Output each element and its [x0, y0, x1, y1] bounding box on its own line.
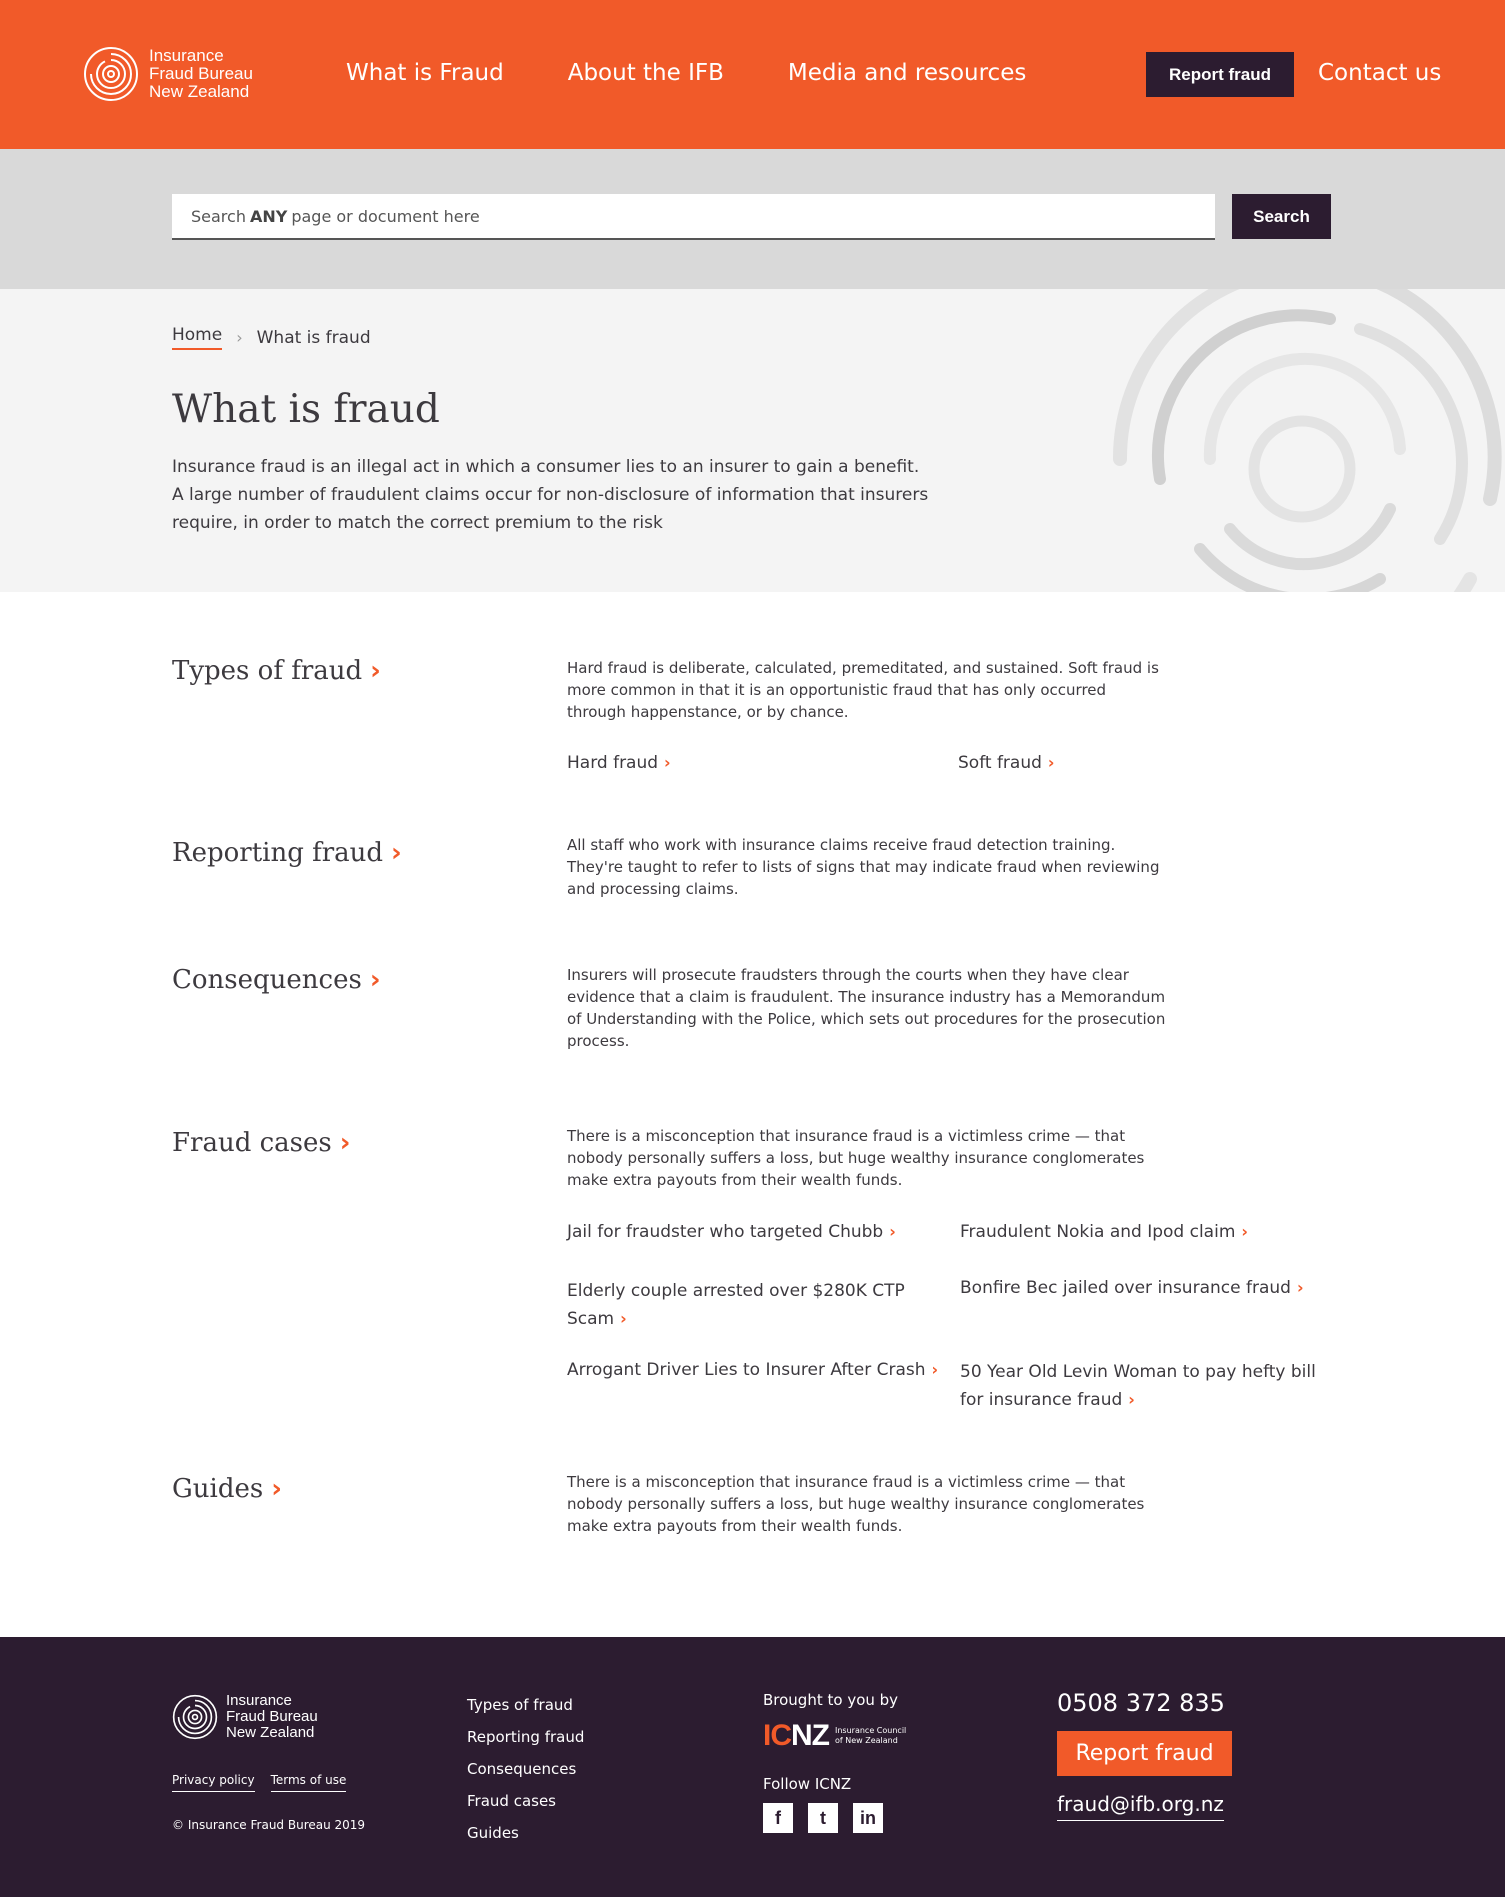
section-title-text: Consequences [172, 965, 362, 995]
section-title-text: Guides [172, 1474, 264, 1504]
brought-by-label: Brought to you by [763, 1691, 899, 1709]
link-text: Arrogant Driver Lies to Insurer After Crash [567, 1360, 926, 1380]
chevron-right-icon: › [236, 328, 243, 347]
search-button[interactable]: Search [1232, 194, 1331, 239]
nav-media-resources[interactable]: Media and resources [787, 60, 1027, 86]
section-title-types[interactable] [172, 656, 381, 686]
footer-links [467, 1689, 584, 1849]
breadcrumb [172, 325, 371, 350]
section-desc: There is a misconception that insurance fraud is a victimless crime — that nobody personally suffers a loss, but huge wealthy insurance conglomerates make extra payouts from their wealth funds. [567, 1127, 1145, 1189]
email-link[interactable]: fraud@ifb.org.nz [1057, 1792, 1224, 1821]
logo-line: Fraud Bureau [226, 1708, 318, 1725]
chevron-right-icon: › [1128, 1390, 1135, 1409]
section-title-cases[interactable] [172, 1128, 350, 1158]
footer-link-reporting[interactable]: Reporting fraud [467, 1728, 585, 1746]
link-text: 50 Year Old Levin Woman to pay hefty bill for insurance fraud [960, 1362, 1316, 1410]
link-hard-fraud[interactable] [567, 749, 671, 777]
section-fraud-cases [172, 1128, 1332, 1418]
facebook-icon[interactable]: f [763, 1803, 793, 1833]
chevron-right-icon: › [620, 1309, 627, 1328]
breadcrumb-home[interactable]: Home [172, 325, 222, 350]
contact-us-link[interactable]: Contact us [1318, 60, 1442, 86]
section-title-reporting[interactable] [172, 838, 402, 868]
chevron-right-icon: › [339, 1128, 351, 1158]
icnz-sub-line: of New Zealand [835, 1736, 898, 1745]
footer-report-fraud-button[interactable]: Report fraud [1057, 1731, 1232, 1776]
page-intro: Insurance fraud is an illegal act in which a consumer lies to an insurer to gain a benefit. A large number of fraudulent claims occur for non-disclosure of information that insurers require, in order to match the correct premium to the risk [172, 457, 929, 533]
nav-what-is-fraud[interactable]: What is Fraud [346, 60, 504, 86]
chevron-right-icon: › [370, 656, 381, 686]
link-fraud-case[interactable] [960, 1274, 1340, 1302]
logo-line: Fraud Bureau [149, 64, 253, 83]
chevron-right-icon: › [271, 1474, 282, 1504]
section-desc: Insurers will prosecute fraudsters through the courts when they have clear evidence that a claim is fraudulent. The insurance industry has a Memorandum of Understanding with the Police, which sets out procedures for the prosecution process. [567, 966, 1166, 1050]
link-soft-fraud[interactable] [958, 749, 1055, 777]
privacy-policy-link[interactable]: Privacy policy [172, 1773, 255, 1792]
site-header [0, 0, 1505, 149]
link-fraud-case[interactable] [960, 1218, 1340, 1246]
search-placeholder-pre: Search [191, 206, 246, 226]
icnz-subtitle [835, 1726, 906, 1746]
section-title-text: Reporting fraud [172, 838, 384, 868]
icnz-wordmark [763, 1719, 829, 1753]
link-fraud-case[interactable] [567, 1277, 917, 1333]
icnz-ic: IC [763, 1719, 791, 1752]
chevron-right-icon: › [1296, 1278, 1304, 1297]
section-consequences [172, 965, 1332, 1065]
footer-link-guides[interactable]: Guides [467, 1824, 519, 1842]
copyright: © Insurance Fraud Bureau 2019 [172, 1818, 366, 1832]
social-links [763, 1803, 898, 1833]
link-fraud-case[interactable] [960, 1358, 1340, 1414]
twitter-icon[interactable]: t [808, 1803, 838, 1833]
section-desc: There is a misconception that insurance fraud is a victimless crime — that nobody personally suffers a loss, but huge wealthy insurance conglomerates make extra payouts from their wealth funds. [567, 1473, 1145, 1535]
main-nav [346, 58, 1090, 88]
chevron-right-icon: › [889, 1222, 896, 1241]
search-input[interactable] [172, 194, 1215, 240]
site-logo[interactable] [83, 44, 253, 104]
icnz-sub-line: Insurance Council [835, 1726, 907, 1735]
section-title-guides[interactable] [172, 1474, 282, 1504]
icnz-nz: NZ [791, 1719, 829, 1752]
logo-text [226, 1693, 318, 1741]
fingerprint-logo-icon [83, 46, 139, 102]
link-text: Elderly couple arrested over $280K CTP Scam [567, 1281, 905, 1329]
section-desc: Hard fraud is deliberate, calculated, premeditated, and sustained. Soft fraud is more common in that it is an opportunistic fraud that has only occurred through happenstance, or by chance. [567, 659, 1159, 721]
site-footer [0, 1637, 1505, 1897]
chevron-right-icon: › [391, 838, 402, 868]
phone-number[interactable]: 0508 372 835 [1057, 1689, 1225, 1717]
fingerprint-decoration-icon [1100, 289, 1505, 592]
breadcrumb-current: What is fraud [256, 327, 371, 348]
footer-link-types[interactable]: Types of fraud [467, 1696, 573, 1714]
search-placeholder-bold: ANY [249, 206, 288, 226]
hero-section [0, 289, 1505, 592]
terms-of-use-link[interactable]: Terms of use [271, 1773, 347, 1792]
logo-line: Insurance [149, 46, 224, 65]
link-text: Soft fraud [958, 753, 1042, 773]
footer-link-cases[interactable]: Fraud cases [467, 1792, 556, 1810]
link-text: Bonfire Bec jailed over insurance fraud [960, 1278, 1291, 1298]
section-guides [172, 1474, 1332, 1554]
chevron-right-icon: › [931, 1360, 939, 1379]
section-title-text: Types of fraud [172, 656, 363, 686]
section-types-of-fraud [172, 656, 1332, 786]
logo-line: Insurance [226, 1692, 292, 1709]
footer-legal [172, 1773, 362, 1792]
nav-about-ifb[interactable]: About the IFB [567, 60, 724, 86]
search-placeholder-post: page or document here [291, 206, 480, 226]
chevron-right-icon: › [1241, 1222, 1248, 1241]
section-reporting-fraud [172, 838, 1332, 918]
report-fraud-button[interactable]: Report fraud [1146, 52, 1294, 97]
chevron-right-icon: › [369, 965, 381, 995]
chevron-right-icon: › [664, 753, 671, 772]
section-desc: All staff who work with insurance claims receive fraud detection training. They're taught to refer to lists of signs that may indicate fraud when reviewing and processing claims. [567, 836, 1160, 898]
logo-line: New Zealand [226, 1724, 315, 1741]
link-fraud-case[interactable] [567, 1356, 947, 1384]
page-title: What is fraud [172, 387, 440, 432]
section-title-text: Fraud cases [172, 1128, 332, 1158]
link-text: Hard fraud [567, 753, 659, 773]
linkedin-icon[interactable]: in [853, 1803, 883, 1833]
icnz-logo[interactable] [763, 1719, 906, 1753]
link-fraud-case[interactable] [567, 1218, 917, 1246]
link-text: Jail for fraudster who targeted Chubb [567, 1222, 884, 1242]
footer-link-consequences[interactable]: Consequences [467, 1760, 577, 1778]
search-band [0, 149, 1505, 289]
chevron-right-icon: › [1047, 753, 1055, 772]
follow-label: Follow ICNZ [763, 1775, 852, 1793]
fingerprint-logo-icon [172, 1694, 218, 1740]
logo-text [149, 47, 253, 101]
section-title-consequences[interactable] [172, 965, 381, 995]
logo-line: New Zealand [149, 82, 250, 101]
link-text: Fraudulent Nokia and Ipod claim [960, 1222, 1236, 1242]
footer-logo[interactable] [172, 1693, 318, 1741]
